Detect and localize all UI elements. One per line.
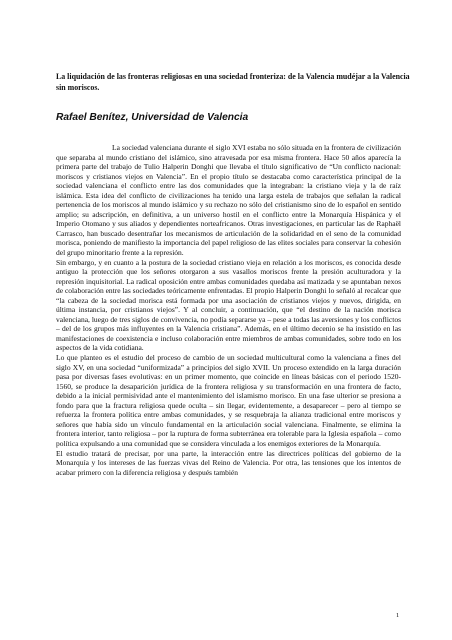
paragraph: Lo que planteo es el estudio del proceso de cambio de un sociedad multicultural como la valenciana a fines del siglo XV, en una sociedad “uniformizada” a principios del siglo XVII. Un proceso extendido en la larga duración pasa por diversas fases evolutivas: en un primer momento, que coincide en líneas básicas con el periodo 1520-1560, se produce la desaparición jurídica de la frontera religiosa y su transformación en una frontera de facto, debido a la inicial permisividad ante el mantenimiento del islamismo morisco. En una fase ulterior se presiona a fondo para que la fractura religiosa quede oculta – sin llegar, evidentemente, a desaparecer – pero al tiempo se refuerza la frontera política entre ambas comunidades, y se resquebraja la alianza tradicional entre moriscos y señores que había sido un vínculo fundamental en la articulación social valenciana. Finalmente, se elimina la frontera interior, tanto religiosa – por la ruptura de forma subterránea era tolerable para la Iglesia española – como política expulsando a una comunidad que se considera vinculada a los enemigos exteriores de la Monarquía. xyxy=(56,353,401,448)
page-number: 1 xyxy=(396,612,400,619)
body-text xyxy=(56,143,401,477)
paper-title: La liquidación de las fronteras religiosas en una sociedad fronteriza: de la Valencia mudéjar a la Valencia sin moriscos. xyxy=(56,72,410,92)
paragraph: Sin embargo, y en cuanto a la postura de la sociedad cristiano vieja en relación a los moriscos, es conocida desde antiguo la protección que los señores otorgaron a sus vasallos moriscos frente la presión aculturadora y la represión inquisitorial. La radical oposición entre ambas comunidades quedaba así matizada y se apuntaban nexos de colaboración entre las sociedades teóricamente enfrentadas. El propio Halperin Donghi lo señaló al recalcar que “la cabeza de la sociedad morisca está formada por una asociación de cristianos viejos y nuevos, dirigida, en última instancia, por cristianos viejos”. Y al concluir, a continuación, que “el destino de la nación morisca valenciana, luego de tres siglos de convivencia, no podía separarse ya – pese a todas las aversiones y los conflictos – del de los grupos más influyentes en la Valencia cristiana”. Además, en el último decenio se ha insistido en las manifestaciones de coexistencia e incluso colaboración entre miembros de ambas comunidades, sobre todo en los aspectos de la vida cotidiana. xyxy=(56,257,401,353)
paragraph: La sociedad valenciana durante el siglo XVI estaba no sólo situada en la frontera de civilización que separaba al mundo cristiano del islámico, sino atravesada por esa misma frontera. Hace 50 años aparecía la primera parte del trabajo de Tulio Halperin Donghi que llevaba el título significativo de “Un conflicto nacional: moriscos y cristianos viejos en Valencia”. En el propio título se destacaba como característica principal de la sociedad valenciana el conflicto entre las dos comunidades que la integraban: la cristiano vieja y la de raíz islámica. Esta idea del conflicto de civilizaciones ha tenido una larga estela de trabajos que señalan la radical pertenencia de los moriscos al mundo islámico y su rechazo no sólo del cristianismo sino de lo español en sentido amplio; su adscripción, en definitiva, a un universo hostil en el conflicto entre la Monarquía Hispánica y el Imperio Otomano y sus aliados y dependientes norteafricanos. Otras investigaciones, en particular las de Raphaël Carrasco, han buscado desentrañar los mecanismos de articulación de la solidaridad en el seno de la comunidad morisca, poniendo de manifiesto la importancia del papel religioso de las elites sociales para conservar la cohesión del grupo minoritario frente a la represión. xyxy=(56,143,401,258)
paragraph: El estudio tratará de precisar, por una parte, la interacción entre las directrices políticas del gobierno de la Monarquía y los intereses de las fuerzas vivas del Reino de Valencia. Por otra, las tensiones que los intentos de acabar primero con la diferencia religiosa y después también xyxy=(56,448,401,477)
author-line: Rafael Benítez, Universidad de Valencia xyxy=(56,112,249,123)
